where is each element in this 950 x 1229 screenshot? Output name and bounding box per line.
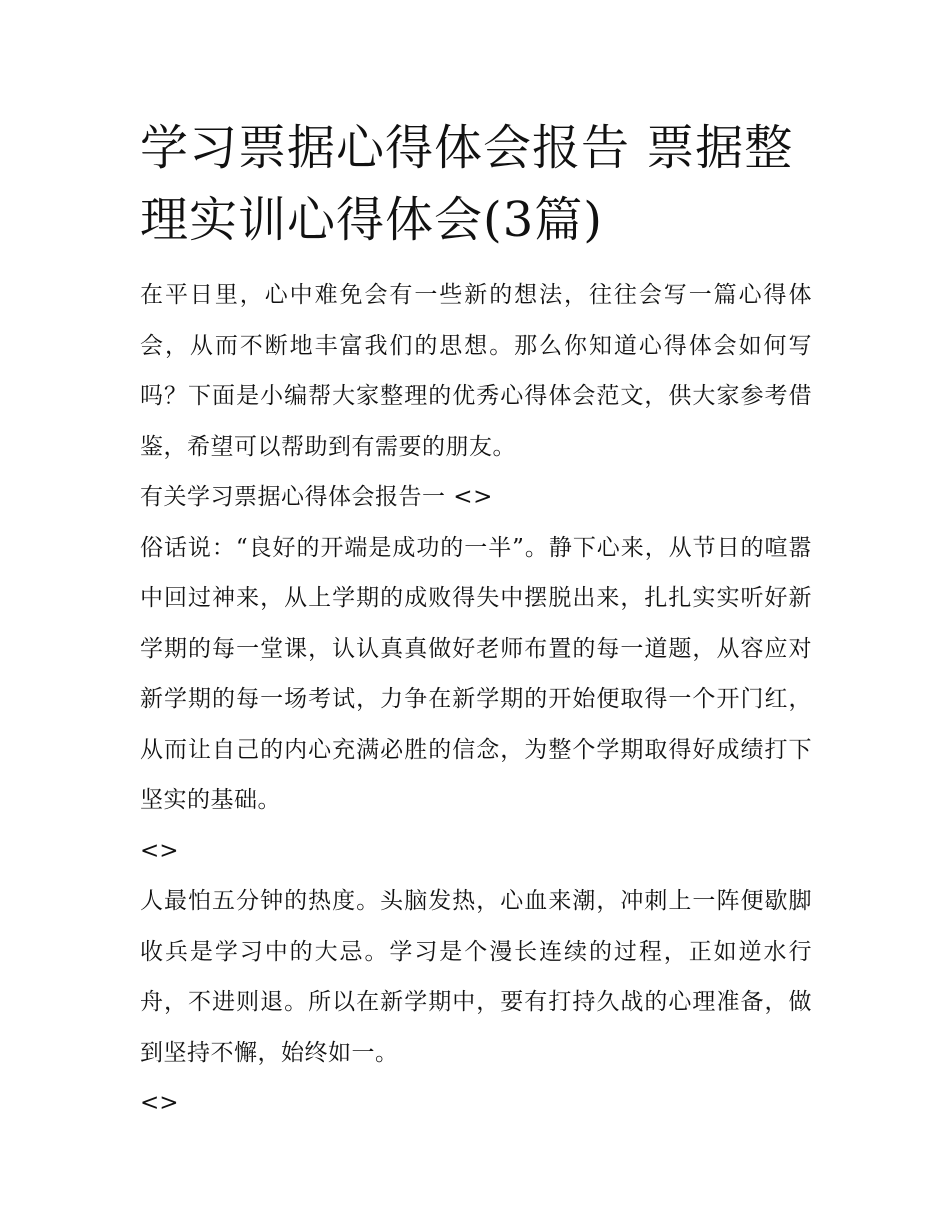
document-title: 学习票据心得体会报告 票据整理实训心得体会(3篇) — [140, 120, 794, 248]
body-paragraph-1: 俗话说：“良好的开端是成功的一半”。静下心来，从节日的喧嚣中回过神来，从上学期的成败得失中摆脱出来，扎扎实实听好新学期的每一堂课，认认真真做好老师布置的每一道题，从容应对新学期的每一场考试，力争在新学期的开始便取得一个开门红，从而让自己的内心充满必胜的信念，为整个学期取得好成绩打下坚实的基础。 — [140, 534, 812, 813]
placeholder-marker-2: <> — [140, 1090, 179, 1116]
intro-paragraph: 在平日里，心中难免会有一些新的想法，往往会写一篇心得体会，从而不断地丰富我们的思想。那么你知道心得体会如何写吗？下面是小编帮大家整理的优秀心得体会范文，供大家参考借鉴，希望可以帮助到有需要的朋友。 — [140, 282, 812, 460]
document-page — [140, 112, 812, 1129]
placeholder-marker-1: <> — [140, 837, 179, 864]
section-heading: 有关学习票据心得体会报告一 <> — [140, 484, 493, 510]
body-paragraph-2: 人最怕五分钟的热度。头脑发热，心血来潮，冲刺上一阵便歇脚收兵是学习中的大忌。学习是个漫长连续的过程，正如逆水行舟，不进则退。所以在新学期中，要有打持久战的心理准备，做到坚持不懈，始终如一。 — [140, 888, 812, 1066]
